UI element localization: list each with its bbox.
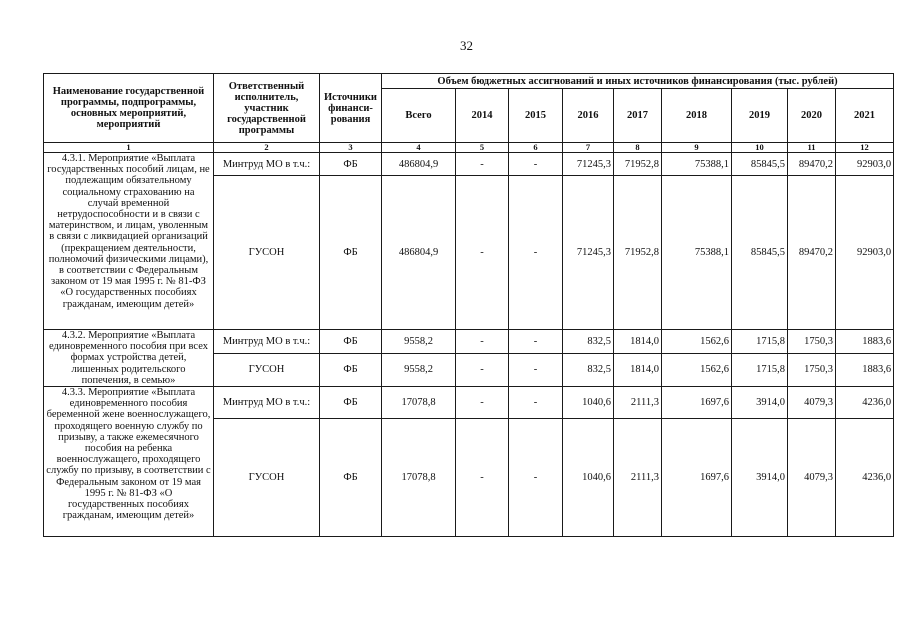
year-value-cell: 92903,0 bbox=[836, 176, 894, 330]
year-value-cell: 1697,6 bbox=[662, 387, 732, 419]
year-value-cell: - bbox=[456, 419, 509, 537]
year-value-cell: 4236,0 bbox=[836, 419, 894, 537]
header-year-4: 2018 bbox=[662, 89, 732, 143]
header-year-3: 2017 bbox=[614, 89, 662, 143]
year-value-cell: - bbox=[456, 153, 509, 176]
activity-name: 4.3.3. Мероприятие «Выплата единовременного пособия беременной жене военнослужащего, проходящего военную службу по призыву, а также ежемесячного пособия на ребенка военнослужащего, проходящего службу по призыву, в соответствии с Федеральным законом от 19 мая 1995 г. № 81-ФЗ «О государственных пособиях гражданам, имеющим детей» bbox=[44, 387, 214, 537]
source-cell: ФБ bbox=[320, 153, 382, 176]
financing-table bbox=[43, 73, 894, 537]
page-number: 32 bbox=[460, 38, 473, 53]
year-value-cell: 4079,3 bbox=[788, 387, 836, 419]
year-value-cell: - bbox=[509, 153, 563, 176]
header-executor-column: Ответственный исполнитель, участник государственной программы bbox=[214, 74, 320, 143]
executor-cell: Минтруд МО в т.ч.: bbox=[214, 387, 320, 419]
executor-cell: ГУСОН bbox=[214, 176, 320, 330]
year-value-cell: 71245,3 bbox=[563, 176, 614, 330]
total-cell: 9558,2 bbox=[382, 353, 456, 386]
year-value-cell: 1750,3 bbox=[788, 353, 836, 386]
total-cell: 486804,9 bbox=[382, 176, 456, 330]
column-number: 7 bbox=[563, 143, 614, 153]
year-value-cell: 89470,2 bbox=[788, 153, 836, 176]
year-value-cell: 832,5 bbox=[563, 353, 614, 386]
executor-cell: ГУСОН bbox=[214, 419, 320, 537]
executor-cell: ГУСОН bbox=[214, 353, 320, 386]
source-cell: ФБ bbox=[320, 353, 382, 386]
header-year-0: 2014 bbox=[456, 89, 509, 143]
header-year-2: 2016 bbox=[563, 89, 614, 143]
header-year-7: 2021 bbox=[836, 89, 894, 143]
year-value-cell: - bbox=[509, 353, 563, 386]
total-cell: 486804,9 bbox=[382, 153, 456, 176]
year-value-cell: 1814,0 bbox=[614, 353, 662, 386]
column-number: 9 bbox=[662, 143, 732, 153]
source-cell: ФБ bbox=[320, 330, 382, 354]
year-value-cell: 1750,3 bbox=[788, 330, 836, 354]
header-year-1: 2015 bbox=[509, 89, 563, 143]
year-value-cell: 1814,0 bbox=[614, 330, 662, 354]
header-year-6: 2020 bbox=[788, 89, 836, 143]
source-cell: ФБ bbox=[320, 387, 382, 419]
year-value-cell: 1040,6 bbox=[563, 387, 614, 419]
year-value-cell: 1883,6 bbox=[836, 330, 894, 354]
year-value-cell: 71952,8 bbox=[614, 153, 662, 176]
year-value-cell: 2111,3 bbox=[614, 419, 662, 537]
column-number: 1 bbox=[44, 143, 214, 153]
column-number: 5 bbox=[456, 143, 509, 153]
year-value-cell: 75388,1 bbox=[662, 176, 732, 330]
year-value-cell: 1040,6 bbox=[563, 419, 614, 537]
column-number: 6 bbox=[509, 143, 563, 153]
table-row bbox=[44, 153, 894, 176]
table-row bbox=[44, 387, 894, 419]
column-number: 3 bbox=[320, 143, 382, 153]
year-value-cell: - bbox=[509, 419, 563, 537]
year-value-cell: - bbox=[456, 330, 509, 354]
source-cell: ФБ bbox=[320, 419, 382, 537]
column-number: 12 bbox=[836, 143, 894, 153]
year-value-cell: - bbox=[509, 330, 563, 354]
executor-cell: Минтруд МО в т.ч.: bbox=[214, 153, 320, 176]
year-value-cell: 71952,8 bbox=[614, 176, 662, 330]
year-value-cell: 1697,6 bbox=[662, 419, 732, 537]
year-value-cell: 1562,6 bbox=[662, 353, 732, 386]
activity-name: 4.3.1. Мероприятие «Выплата государственных пособий лицам, не подлежащим обязательному социальному страхованию на случай временной нетрудоспособности и в связи с материнством, и лицам, уволенным в связи с ликвидацией организаций (прекращением деятельности, полномочий физическими лицами), в соответствии с Федеральным законом от 19 мая 1995 г. № 81-ФЗ «О государственных пособиях гражданам, имеющим детей» bbox=[44, 153, 214, 330]
year-value-cell: - bbox=[509, 387, 563, 419]
year-value-cell: - bbox=[456, 353, 509, 386]
column-number: 2 bbox=[214, 143, 320, 153]
year-value-cell: 85845,5 bbox=[732, 176, 788, 330]
column-number: 11 bbox=[788, 143, 836, 153]
total-cell: 17078,8 bbox=[382, 387, 456, 419]
header-name-column: Наименование государственной программы, подпрограммы, основных мероприятий, мероприятий bbox=[44, 74, 214, 143]
year-value-cell: 1715,8 bbox=[732, 353, 788, 386]
year-value-cell: 2111,3 bbox=[614, 387, 662, 419]
executor-cell: Минтруд МО в т.ч.: bbox=[214, 330, 320, 354]
column-number: 10 bbox=[732, 143, 788, 153]
column-number: 4 bbox=[382, 143, 456, 153]
year-value-cell: - bbox=[509, 176, 563, 330]
total-cell: 9558,2 bbox=[382, 330, 456, 354]
header-total-column: Всего bbox=[382, 89, 456, 143]
column-number: 8 bbox=[614, 143, 662, 153]
header-volume-group: Объем бюджетных ассигнований и иных источников финансирования (тыс. рублей) bbox=[382, 74, 894, 89]
table-row bbox=[44, 330, 894, 354]
year-value-cell: 1562,6 bbox=[662, 330, 732, 354]
year-value-cell: 85845,5 bbox=[732, 153, 788, 176]
year-value-cell: 3914,0 bbox=[732, 419, 788, 537]
year-value-cell: 3914,0 bbox=[732, 387, 788, 419]
year-value-cell: - bbox=[456, 387, 509, 419]
year-value-cell: 4079,3 bbox=[788, 419, 836, 537]
year-value-cell: 832,5 bbox=[563, 330, 614, 354]
year-value-cell: 1883,6 bbox=[836, 353, 894, 386]
total-cell: 17078,8 bbox=[382, 419, 456, 537]
year-value-cell: - bbox=[456, 176, 509, 330]
year-value-cell: 71245,3 bbox=[563, 153, 614, 176]
activity-name: 4.3.2. Мероприятие «Выплата единовременного пособия при всех формах устройства детей, лишенных родительского попечения, в семью» bbox=[44, 330, 214, 387]
year-value-cell: 89470,2 bbox=[788, 176, 836, 330]
year-value-cell: 92903,0 bbox=[836, 153, 894, 176]
year-value-cell: 4236,0 bbox=[836, 387, 894, 419]
year-value-cell: 75388,1 bbox=[662, 153, 732, 176]
year-value-cell: 1715,8 bbox=[732, 330, 788, 354]
header-year-5: 2019 bbox=[732, 89, 788, 143]
header-source-column: Источники финанси-рования bbox=[320, 74, 382, 143]
source-cell: ФБ bbox=[320, 176, 382, 330]
